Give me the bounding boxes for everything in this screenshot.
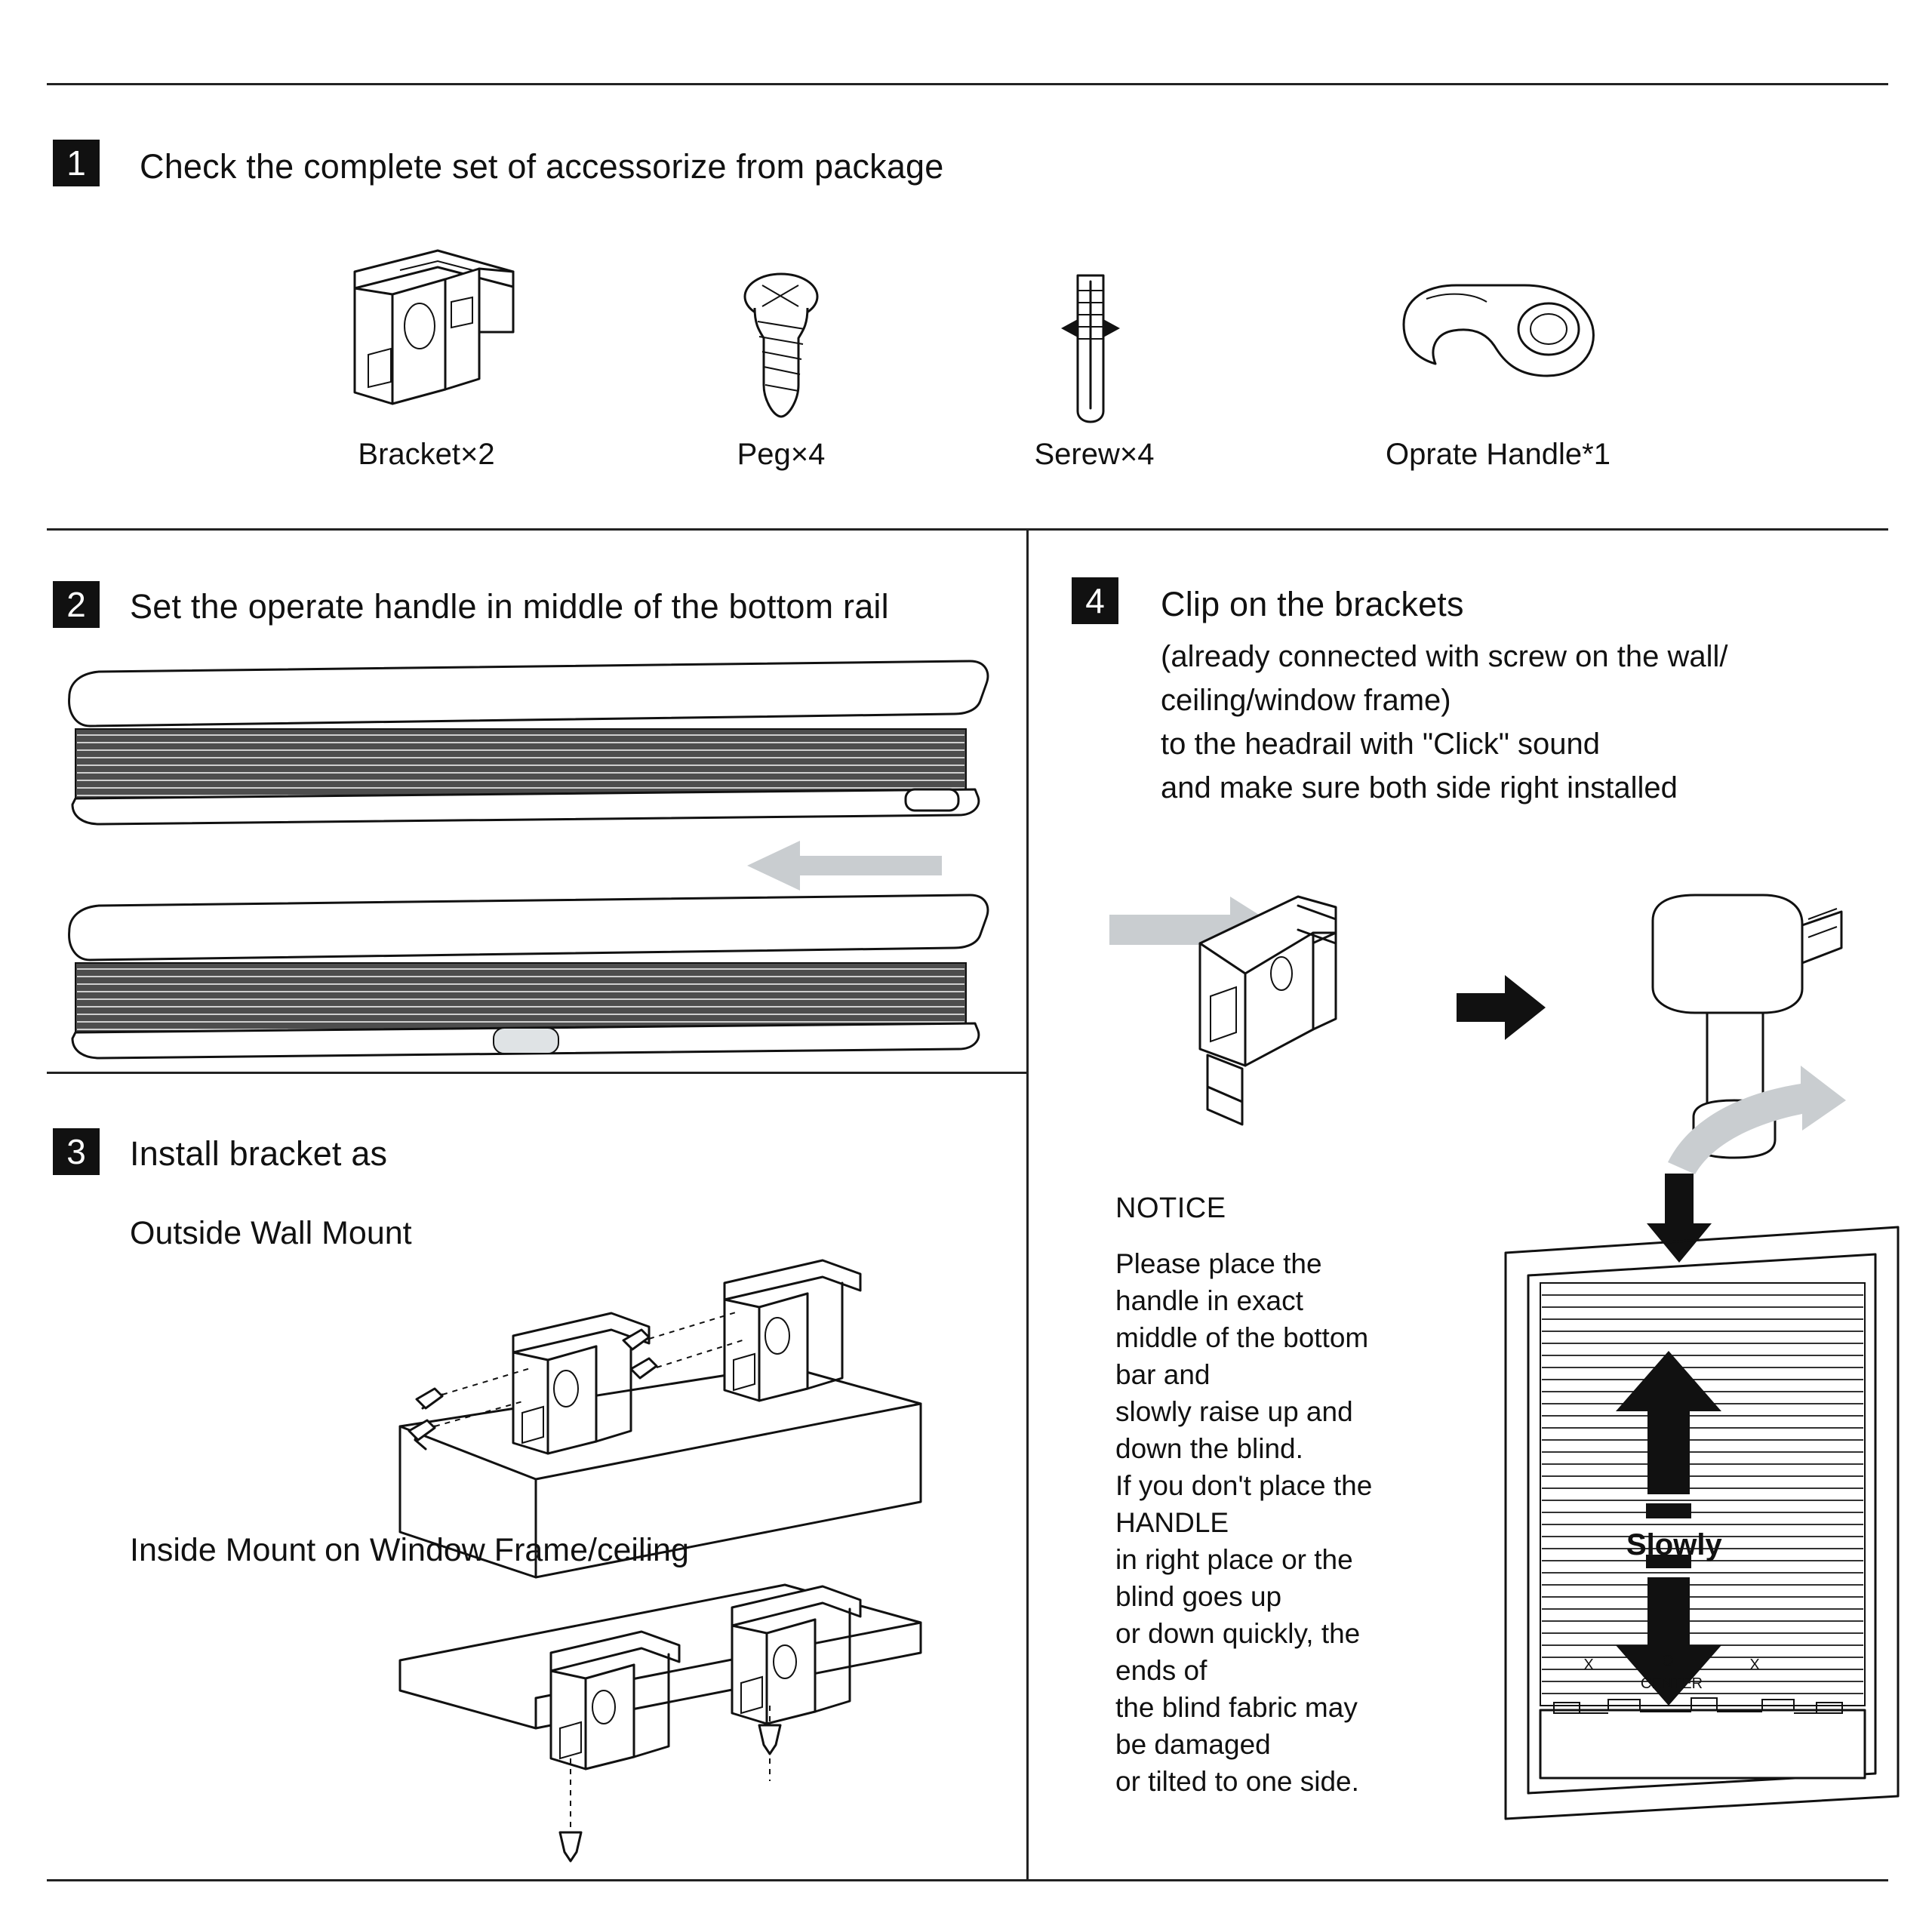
slowly-label: Slowly (1626, 1528, 1722, 1561)
marker-center-label: CENTER (1640, 1675, 1703, 1692)
wall-plug-icon (1049, 268, 1132, 426)
notice-line-2: handle in exact (1115, 1285, 1303, 1316)
rule-under-step1 (47, 528, 1888, 531)
marker-right-x: X (1749, 1657, 1760, 1673)
notice-line-10: blind goes up (1115, 1581, 1282, 1612)
step-4-line-3: to the headrail with "Click" sound (1161, 728, 1601, 761)
step-2-title: Set the operate handle in middle of the bottom rail (130, 587, 889, 626)
vertical-divider (1026, 528, 1029, 1879)
notice-body (1115, 1245, 1440, 1800)
inside-mount-illustration (392, 1532, 936, 1864)
notice-line-11: or down quickly, the (1115, 1618, 1361, 1649)
black-arrow-right (1457, 974, 1547, 1041)
step-4-title: Clip on the brackets (1161, 585, 1464, 623)
marker-center-symbol: O (1662, 1653, 1674, 1669)
mount-option-outside-wall: Outside Wall Mount (130, 1215, 412, 1251)
part-label-peg: Peg×4 (737, 438, 826, 471)
screw-arrow-right-2 (623, 1312, 738, 1349)
step-4-line-1: (already connected with screw on the wall/ (1161, 640, 1728, 673)
step-3-title: Install bracket as (130, 1134, 388, 1173)
notice-heading: NOTICE (1115, 1192, 1226, 1224)
step-1-number: 1 (53, 140, 100, 186)
notice-line-6: down the blind. (1115, 1433, 1303, 1464)
notice-line-12: ends of (1115, 1655, 1208, 1686)
mount-option-inside-frame: Inside Mount on Window Frame/ceiling (130, 1532, 689, 1568)
part-label-handle: Oprate Handle*1 (1386, 438, 1611, 471)
handle-icon (1381, 279, 1607, 400)
headrail-click-illustration (1623, 891, 1872, 1192)
step-4-line-4: and make sure both side right installed (1161, 771, 1678, 804)
marker-left-x: X (1583, 1657, 1594, 1673)
notice-line-9: in right place or the (1115, 1544, 1353, 1575)
step-4-line-2: ceiling/window frame) (1161, 684, 1451, 717)
screw-down-left (560, 1758, 581, 1861)
window-blind-illustration (1475, 1223, 1928, 1826)
notice-line-14: be damaged (1115, 1729, 1271, 1760)
notice-line-7: If you don't place the (1115, 1470, 1373, 1501)
bottom-rule (47, 1879, 1888, 1881)
gray-arrow-left (747, 839, 943, 892)
notice-line-13: the blind fabric may (1115, 1692, 1358, 1723)
step-2-number: 2 (53, 581, 100, 628)
step-3-number: 3 (53, 1128, 100, 1175)
notice-line-1: Please place the (1115, 1248, 1322, 1279)
part-label-serew: Serew×4 (1034, 438, 1155, 471)
notice-line-3: middle of the bottom (1115, 1322, 1369, 1353)
notice-line-4: bar and (1115, 1359, 1211, 1390)
screw-icon (732, 272, 830, 423)
notice-line-8: HANDLE (1115, 1507, 1229, 1538)
clip-bracket-illustration (1109, 860, 1381, 1162)
top-rule (47, 83, 1888, 85)
notice-line-5: slowly raise up and (1115, 1396, 1353, 1427)
part-label-bracket: Bracket×2 (358, 438, 495, 471)
notice-line-15: or tilted to one side. (1115, 1766, 1359, 1797)
bracket-icon (325, 242, 528, 415)
step-4-number: 4 (1072, 577, 1118, 624)
blind-with-handle-offset-illustration (60, 657, 981, 830)
blind-with-handle-centered-illustration (60, 891, 981, 1064)
step-1-title: Check the complete set of accessorize from package (140, 147, 944, 186)
rule-under-step2 (47, 1072, 1028, 1074)
